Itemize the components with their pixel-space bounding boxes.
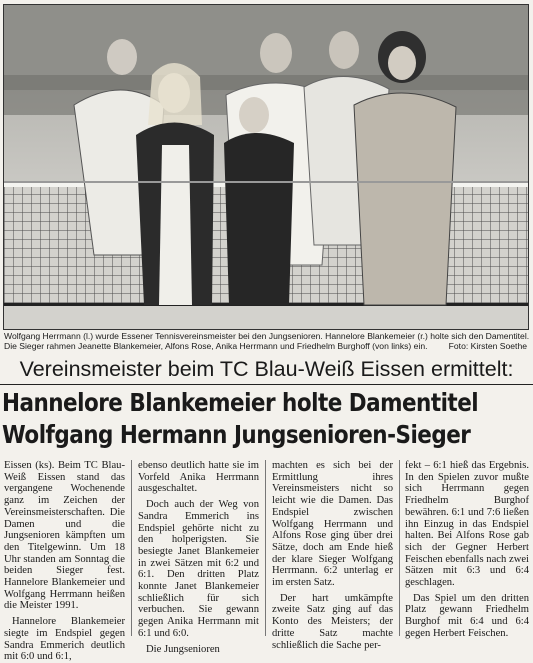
article-column-2 bbox=[138, 460, 259, 655]
photo-illustration bbox=[4, 5, 528, 329]
kicker: Vereinsmeister beim TC Blau-Weiß Eissen ermittelt: bbox=[0, 354, 533, 385]
paragraph: Die Jungsenioren bbox=[146, 643, 220, 655]
photo-caption-line-2: Die Sieger rahmen Jeanette Blankemeier, Alfons Rose, Anika Herrmann und Friedhelm Burghoff (von links) ein. bbox=[4, 341, 428, 351]
paragraph: Eissen (ks). Beim TC Blau-Weiß Eissen stand das vergangene Wochenende ganz im Zeichen der Vereinsmeisterschaften. Die Damen und die Jungsenioren kämpften um den Titelgewinn. Um 18 Uhr standen am Sonntag die beiden Sieger fest. Hannelore Blankemeier und Wolfgang Herrmann heißen die Meister 1991. bbox=[4, 460, 125, 612]
article-column-1 bbox=[4, 460, 125, 663]
photo-credit: Foto: Kirsten Soethe bbox=[448, 341, 527, 351]
photo-caption-line-1: Wolfgang Herrmann (l.) wurde Essener Tennisvereinsmeister bei den Jungsenioren. Hannelore Blankemeier (r.) holte sich den Damentitel. bbox=[4, 331, 530, 341]
paragraph: Das Spiel um den dritten Platz gewann Friedhelm Burghof mit 6:4 und 6:4 gegen Herbert Feischen. bbox=[405, 592, 529, 639]
column-rule bbox=[131, 460, 132, 636]
article-column-4 bbox=[405, 460, 529, 639]
paragraph: Doch auch der Weg von Sandra Emmerich ins Endspiel gehörte nicht zu den holperigsten. Sie besiegte Janet Blankemeier in zwei Sätzen mit 6:2 und 6:1. Den dritten Platz konnte Janet Blankemeier schließlich für sich verbuchen. Sie gewann gegen Anika Herrmann mit 6:1 und 6:0. bbox=[138, 499, 259, 639]
paragraph: fekt – 6:1 hieß das Ergebnis. In den Spielen zuvor mußte sich Herrmann gegen Friedhelm Burghof bewähren. 6:1 und 7:6 ließen ihn Einzug in das Endspiel halten. Bei Alfons Rose gab sich der Gegner Herbert Feischen ebenfalls nach zwei Sätzen mit 6:3 und 6:4 geschlagen. bbox=[405, 460, 529, 589]
paragraph: Hannelore Blankemeier siegte im Endspiel gegen Sandra Emmerich deutlich mit 6:0 und 6:1, bbox=[4, 616, 125, 663]
headline-line-2: Wolfgang Hermann Jungsenioren-Sieger bbox=[2, 420, 471, 449]
team-photo bbox=[3, 4, 529, 330]
column-rule bbox=[265, 460, 266, 636]
column-rule bbox=[399, 460, 400, 636]
paragraph: machten es sich bei der Ermittlung ihres Vereinsmeisters nicht so leicht wie die Damen. Das Endspiel zwischen Wolfgang Herrmann und Alfons Rose ging über drei Sätze, doch am Ende hieß der klare Sieger Wolfgang Herrmann. 6:2 unterlag er im ersten Satz. bbox=[272, 460, 393, 589]
article-column-3 bbox=[272, 460, 393, 651]
paragraph: Der hart umkämpfte zweite Satz ging auf das Konto des Meisters; der dritte Satz machte schließlich die Sache per- bbox=[272, 592, 393, 651]
paragraph: ebenso deutlich hatte sie im Vorfeld Anika Herrmann ausgeschaltet. bbox=[138, 460, 259, 495]
headline-line-1: Hannelore Blankemeier holte Damentitel bbox=[2, 388, 479, 417]
